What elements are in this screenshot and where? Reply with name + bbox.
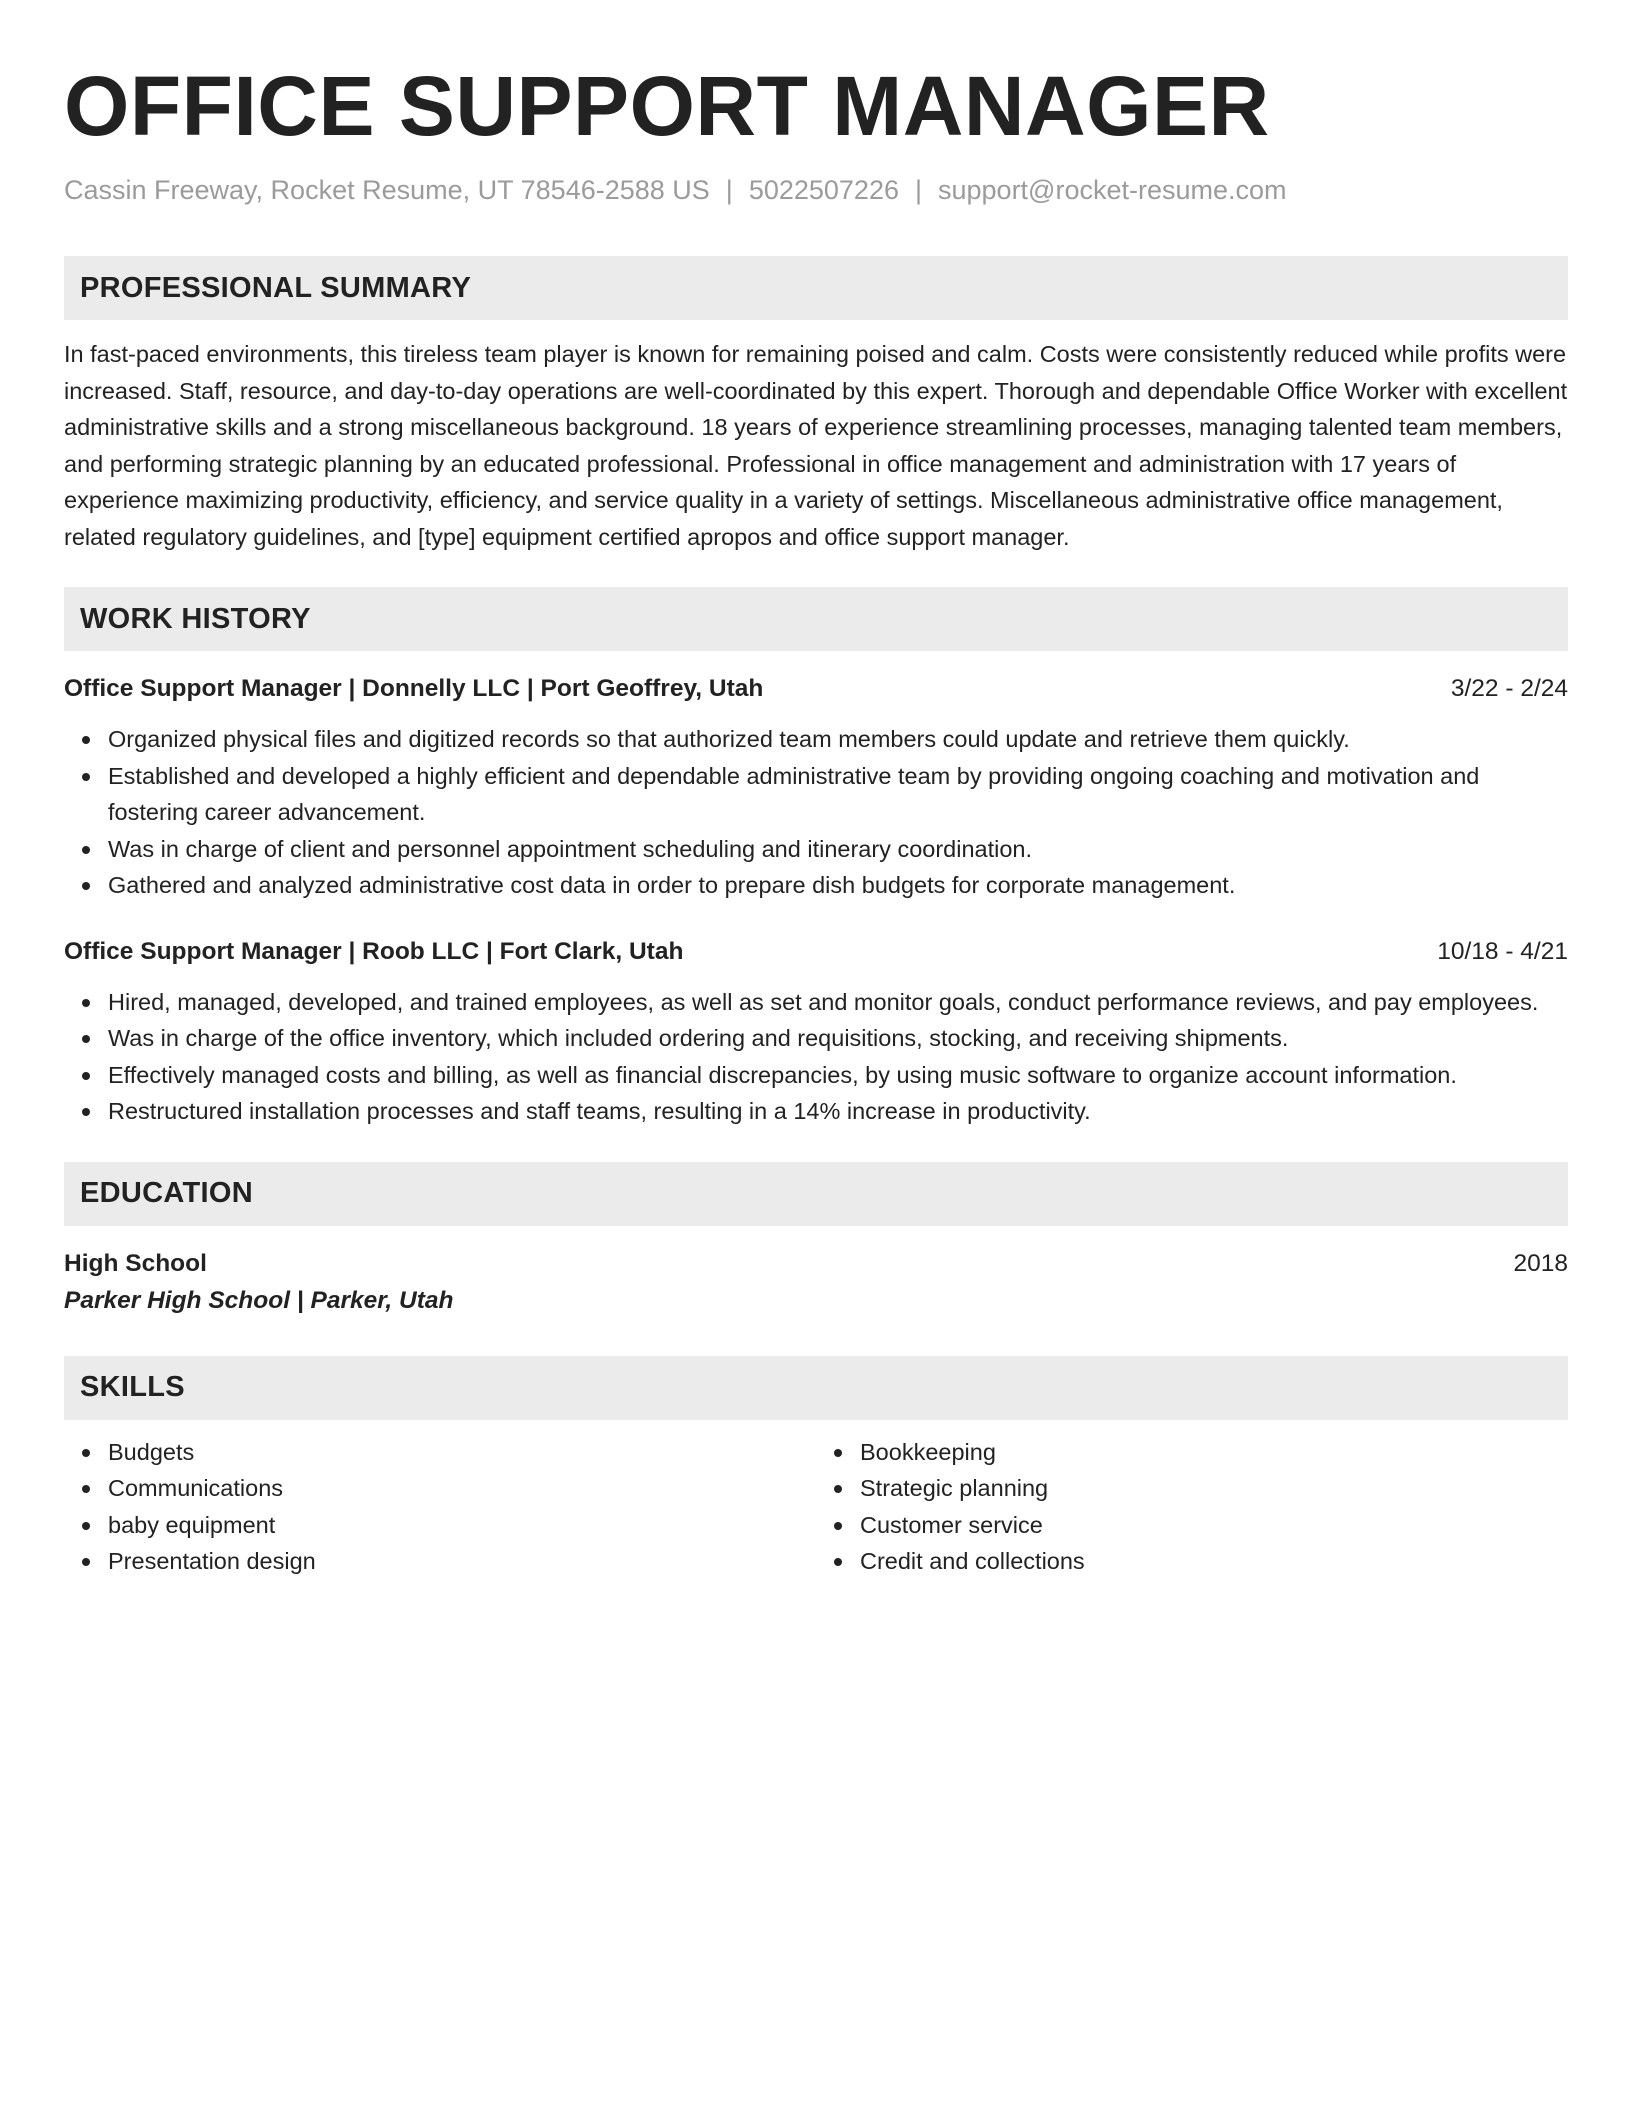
skills-list	[816, 1434, 1568, 1580]
job-dates: 3/22 - 2/24	[1450, 675, 1568, 702]
contact-phone: 5022507226	[748, 175, 899, 205]
skills-grid	[64, 1434, 1568, 1580]
job-bullet: Was in charge of the office inventory, which included ordering and requisitions, stocking, and receiving shipments.	[108, 1020, 1568, 1057]
contact-line	[64, 172, 1568, 208]
contact-separator: |	[725, 175, 733, 205]
job-entry	[64, 671, 1568, 904]
skill-item: Budgets	[108, 1434, 816, 1471]
contact-separator: |	[914, 175, 922, 205]
education-heading: EDUCATION	[64, 1162, 1568, 1226]
education-entry	[64, 1246, 1568, 1320]
job-dates: 10/18 - 4/21	[1437, 937, 1568, 965]
job-bullet: Hired, managed, developed, and trained employees, as well as set and monitor goals, conduct performance reviews, and pay employees.	[108, 984, 1568, 1021]
education-school: Parker High School | Parker, Utah	[64, 1286, 454, 1314]
skill-item: Bookkeeping	[860, 1434, 1568, 1471]
resume-name: OFFICE SUPPORT MANAGER	[64, 59, 1270, 153]
job-bullet: Gathered and analyzed administrative cost data in order to prepare dish budgets for corporate management.	[108, 867, 1568, 904]
summary-text: In fast-paced environments, this tireless team player is known for remaining poised and calm. Costs were consistently reduced while profits were increased. Staff, resource, and day-to-day operations are well-coordinated by this expert. Thorough and dependable Office Worker with excellent administrative skills and a strong miscellaneous background. 18 years of experience streamlining processes, managing talented team members, and performing strategic planning by an educated professional. Professional in office management and administration with 17 years of experience maximizing productivity, efficiency, and service quality in a variety of settings. Miscellaneous administrative office management, related regulatory guidelines, and [type] equipment certified apropos and office support manager.	[64, 341, 1568, 550]
contact-email: support@rocket-resume.com	[938, 175, 1287, 205]
summary-heading: PROFESSIONAL SUMMARY	[64, 256, 1568, 320]
skills-column-left	[64, 1434, 816, 1580]
job-title: Office Support Manager | Donnelly LLC | Port Geoffrey, Utah	[64, 675, 764, 702]
skill-item: Strategic planning	[860, 1470, 1568, 1507]
skills-list	[64, 1434, 816, 1580]
job-bullet: Organized physical files and digitized records so that authorized team members could update and retrieve them quickly.	[108, 721, 1568, 758]
job-bullet: Restructured installation processes and staff teams, resulting in a 14% increase in productivity.	[108, 1093, 1568, 1130]
job-entry	[64, 934, 1568, 1130]
work-history-heading: WORK HISTORY	[64, 587, 1568, 651]
job-bullet: Effectively managed costs and billing, as well as financial discrepancies, by using music software to organize account information.	[108, 1057, 1568, 1094]
job-header	[64, 671, 1568, 707]
education-header	[64, 1246, 1568, 1282]
skill-item: baby equipment	[108, 1507, 816, 1544]
skill-item: Credit and collections	[860, 1543, 1568, 1580]
skills-column-right	[816, 1434, 1568, 1580]
job-bullets	[64, 984, 1568, 1130]
contact-address: Cassin Freeway, Rocket Resume, UT 78546-2588 US	[64, 175, 710, 205]
skill-item: Customer service	[860, 1507, 1568, 1544]
job-title: Office Support Manager | Roob LLC | Fort Clark, Utah	[64, 937, 684, 965]
job-header	[64, 934, 1568, 970]
education-year: 2018	[1513, 1249, 1568, 1277]
skill-item: Presentation design	[108, 1543, 816, 1580]
job-bullets	[64, 721, 1568, 904]
job-bullet: Established and developed a highly efficient and dependable administrative team by providing ongoing coaching and motivation and fostering career advancement.	[108, 758, 1568, 831]
skill-item: Communications	[108, 1470, 816, 1507]
skills-heading: SKILLS	[64, 1356, 1568, 1420]
education-degree: High School	[64, 1249, 207, 1277]
job-bullet: Was in charge of client and personnel appointment scheduling and itinerary coordination.	[108, 831, 1568, 868]
